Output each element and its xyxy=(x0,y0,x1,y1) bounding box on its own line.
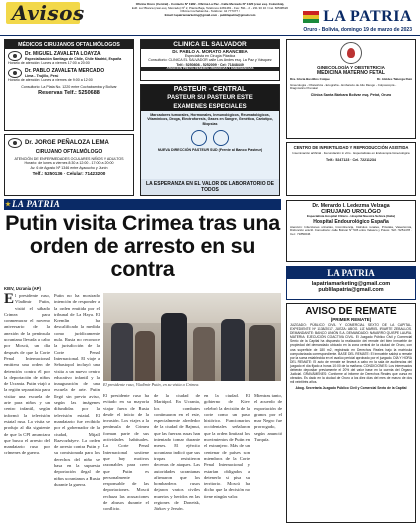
article-column xyxy=(54,293,100,523)
section-divider-bar xyxy=(4,199,281,210)
maternity-logo-icon xyxy=(340,42,362,64)
ad-clinica-el-salvador xyxy=(140,39,280,81)
star-icon xyxy=(5,201,11,207)
ad-address: Clínica Santa Bárbara Bolívar esq. Petot, Oruro xyxy=(310,92,392,97)
section-title: Avisos xyxy=(12,1,85,25)
ad-penaloza-oftalmologo xyxy=(4,134,134,196)
article-text: de la ciudad de Mariúpol. En Ucrania, los combates continuaron en el este, especialmente alrededor de la ciudad de Bajmut, que las fuerzas rusas han intentado tomar durante meses. El ejército ucraniano indicó que sus tropas resistieron decenas de ataques. Las autoridades ucranianas afirmaron que los bombardeos rusos dejaron varios civiles muertos y heridos en las regiones de Donetsk, Járkov y Jersón. xyxy=(154,393,200,512)
article-column xyxy=(4,293,50,523)
ad-phone: Telf.: 5247123 · Cel. 72211234 xyxy=(326,157,376,162)
doctor-name: Dra. Gloria Bustillos Colque xyxy=(290,77,330,81)
ad-banner: LA ESPERANZA EN EL VALOR DE LABORATORIO DE TODOS xyxy=(141,179,279,195)
lab-logo-icon xyxy=(191,130,207,146)
doctor-name: Dr. JORGE PEÑALOZA LEMA xyxy=(25,140,109,146)
brand-name: LA PATRIA xyxy=(12,199,61,209)
remate-text: JUZGADO: PÚBLICO CIVIL Y COMERCIAL SEXTO DE LA CAPITAL. EXPEDIENTE Nº 1138/2017. JUEZA: ABOG. LIZ MARIEL IRIARTE ZEBALLOS. DEMANDANTE: BANCO UNIÓN S.A. DEMANDADO: NAVARRO QUISPE LAURA. MATERIA: EJECUCIÓN COACTIVA CIVIL. El Juzgado Público Civil y Comercial Sexto de la Capital ha dispuesto la realización del remate del bien inmueble de propiedad del demandado ubicado en la zona central de la ciudad de Oruro, con una superficie de 180 m2, registrado en Derechos Reales bajo la matrícula computarizada correspondiente. BASE DEL REMATE: El inmueble saldrá a remate por la suma establecida en el avalúo pericial aprobado por el juzgado. DÍA Y HORA DEL REMATE: El acto de remate se llevará a cabo en la sala de audiencias del juzgado el día fijado a horas 10:00 de la mañana. CONDICIONES: Los interesados deberán depositar previamente el 20% del valor base en la cuenta del Órgano Judicial. GRAVÁMENES: Conforme al informe de Derechos Reales que cursa en obrados. Es dado en la ciudad de Oruro a los diez días del mes de marzo de dos mil veintitrés años. xyxy=(290,323,412,385)
ad-lines: Inseminación artificial · Fecundación in vitro · Especialistas en Endoscopia Ginecológica xyxy=(292,151,410,155)
photo-figure xyxy=(111,323,133,381)
brand-name: LA PATRIA xyxy=(287,267,415,279)
contact-line: Edif. Luz Blanca (casi esq. Mercado) Nº 2, Planta Baja, Teléfonos 2281481 - Fax: 591 - 2 - 231 30 16 / Cel. 60508620 xyxy=(131,5,289,10)
ad-note: ATENCIÓN PREVIA RESERVA URGENCIAS Y EMERGENCIAS xyxy=(141,67,279,71)
ad-medicina-materno-fetal xyxy=(286,39,416,139)
page-header xyxy=(0,0,420,36)
aviso-de-remate xyxy=(286,303,416,523)
doctor-name: Dr. Alcides Taborga Ruiz xyxy=(376,77,412,81)
ad-hours: Horario: de lunes a viernes 8:30 a 12:00 - 17:00 a 20:00 xyxy=(24,161,114,166)
drop-cap: E xyxy=(4,293,15,307)
header-contact-info xyxy=(95,3,325,17)
doctor-hospital: Especialista Hospital Clínico - Hospital Nuestra Señora (Italia) xyxy=(306,214,396,218)
doctor-spec: CIRUJANO OFTALMÓLOGO xyxy=(35,149,103,155)
ad-slogan: PASTEUR SU PASTEUR ESTE xyxy=(141,94,279,103)
contact-email: lapatriamarketing@gmail.com xyxy=(311,281,391,287)
brand-name: LA PATRIA xyxy=(323,8,412,25)
brand-masthead xyxy=(303,8,412,26)
doctor-spec: Especialización Santiago de Chile, Chile Madrid, España xyxy=(25,57,122,61)
avisos-section-logo xyxy=(6,1,85,25)
ad-detail: Ginecología - Obstetricia - Ecografía - Embarazo de Alto Riesgo - Colposcopía - Diagnóstico Prenatal xyxy=(290,82,397,91)
photo-figure xyxy=(221,319,245,381)
article-column xyxy=(204,393,250,523)
article-byline: KIEV, Ucrania (AP) xyxy=(4,286,41,291)
ad-title: GINECOLOGÍA Y OBSTETRICIA xyxy=(317,65,385,70)
ad-exam-list: Marcadores tumorales, Hormonales, Inmunológicos, Reumatológicos, Vitamínicos, Droga, Electroforesis, Gases en Sangre, Genética, Cariotipo, Biopsias xyxy=(147,113,273,126)
ad-phone: Telf.: 5250136 · Celular: 71423200 xyxy=(32,171,106,177)
ad-exams-title: EXAMENES ESPECIALES xyxy=(141,103,279,112)
article-photo xyxy=(103,293,281,381)
doctor-hours: Horario de atención: Lunes a viernes 17:00 a 20:00 xyxy=(8,61,90,66)
contact-line: Oficina Oruro (Central) - Contacto Nº 1982 - Oficina La Paz - Calle Mercado Nº 1420 (casi esq. Colombia), xyxy=(135,2,285,6)
doctor-spec: Lima - Trujillo, Perú xyxy=(25,73,59,78)
photo-caption: El presidente ruso, Vladímir Putin, en su visita a Crimea. xyxy=(103,382,200,387)
eye-icon xyxy=(8,138,22,148)
ad-pasteur-laboratorio xyxy=(140,84,280,196)
ad-address: Av. 6 de Agosto Nº 1346 entre Ayacucho y Junín xyxy=(30,165,108,170)
remate-subtitle: (PRIMER REMATE) xyxy=(330,317,372,322)
ad-brand: PASTEUR - CENTRAL xyxy=(141,85,279,94)
doctor-spec: CIRUJANO UROLÓGO xyxy=(321,209,381,215)
photo-figure xyxy=(161,313,187,381)
article-text: en la ciudad. El gobierno de Kiev celebró la decisión de la corte como un paso histórico. Funcionarios occidentales señalaron que la orden limitará los movimientos de Putin en el extranjero. Más de un centenar de países son miembros de la Corte Penal Internacional y estarían obligados a detenerlo si pisa su territorio. Moscú ha dicho que la decisión no tiene ningún valor. xyxy=(204,393,250,499)
ad-title: CENTRO DE INFERTILIDAD Y REPRODUCCIÓN ASISTIDA xyxy=(293,145,409,150)
article-text: Putin no ha mostrado intención de responder a la orden emitida por el tribunal de La Haya. El Kremlin ha descalificado la medida como jurídicamente nula. Rusia no reconoce la jurisdicción de la Corte Penal Internacional. El viaje a Sebastopol incluyó una visita a un nuevo centro educativo infantil y la inauguración de una escuela de arte. Putin llegó sin previo aviso, según las imágenes difundidas por la televisión estatal. El mandatario fue recibido por el gobernador de la ciudad, Mijaíl Razvozháyev. La orden de arresto contra Putin y su comisionada para los derechos del niño se basa en la supuesta deportación ilegal de niños ucranianos a Rusia durante la guerra. xyxy=(54,293,100,487)
contact-line: Oficina Cochabamba - Teléfono: 44 777377 / xyxy=(180,9,240,14)
article-text: l presidente ruso, Vladímir Putin, visitó el sábado Crimea para conmemorar el noveno aniversario de la anexión de la península ucraniana llevada a cabo por Moscú, un día después de que la Corte Penal Internacional emitiera una orden de detención contra él por la deportación de niños de Ucrania. Putin viajó a la región separatista para visitar una escuela de arte para niños y un centro infantil, según informó la televisión estatal rusa. La visita se produjo al día siguiente de que la CPI anunciara que busca el arresto del mandatario ruso por crímenes de guerra. xyxy=(4,293,50,456)
photo-figure xyxy=(135,331,155,381)
ad-la-patria-contact xyxy=(286,266,416,300)
doctor-name: Dr. PABLO A. MORATO ARANCIBIA xyxy=(172,49,248,54)
eye-icon xyxy=(8,51,22,61)
consultorio-address: Consultorio: La Plata No. 1220 entre Cochabamba y Bolívar xyxy=(21,84,117,89)
ad-centro-infertilidad xyxy=(286,142,416,196)
ad-address: Consultorio: CLINICA EL SALVADOR calle Los Andes esq. La Paz y Vásquez xyxy=(148,58,272,63)
doctor-name: Dr. PABLO ZAVALETA MERCADO xyxy=(25,67,105,74)
article-text: El presidente ruso ha evitado en su mayoría viajar fuera de Rusia desde el inicio de la invasión. Los viajes a la península de Crimea forman parte de sus actividades habituales. La Corte Penal Internacional sostiene que hay motivos razonables para creer que Putin es personalmente responsable de las deportaciones. Moscú rechaza las acusaciones de abusos durante el conflicto. xyxy=(103,393,149,512)
article-column xyxy=(254,393,282,523)
article-headline: Putin visita Crimea tras una orden de arresto en su contra xyxy=(5,211,280,281)
remate-title: AVISO DE REMATE xyxy=(305,306,397,317)
edition-date: Oruro - Bolivia, domingo 19 de marzo de 2023 xyxy=(303,27,412,33)
ad-subtitle: MEDICINA MATERNO FETAL xyxy=(317,70,385,76)
reservation-phone: Reservas Telf.: 5250688 xyxy=(38,90,100,97)
ad-cirujano-urologo xyxy=(286,200,416,262)
ad-medicos-oftalmologos xyxy=(4,39,134,131)
doctor-spec: Especialista en Cirugía Plástica xyxy=(184,54,236,58)
photo-figure xyxy=(249,325,275,381)
lab-logo-icon xyxy=(213,130,229,146)
ad-phone: Telf.: 5250808 - 5252009 · Cel: 71848449 xyxy=(176,62,244,67)
contact-line: Email: lapatriamarketing@gmail.com - publilapatria@gmail.com xyxy=(164,12,256,17)
hospital-name: Hospital Endourológico España xyxy=(313,218,389,225)
photo-background xyxy=(103,293,281,323)
ad-title: CLINICA EL SALVADOR xyxy=(141,40,279,49)
remate-signature: Abog. Secretaria Juzgado Público Civil y Comercial Sexto de la Capital xyxy=(295,386,407,391)
eye-icon xyxy=(8,68,22,78)
article-text: Mientras tanto, el acuerdo de exportación de granos por el mar Negro fue prorrogado, según anunció Turquía. xyxy=(254,393,282,443)
ad-line: ATENCIÓN DE ENFERMEDADES OCULARES NIÑOS Y ADULTOS xyxy=(14,157,124,161)
contact-email: publilapatria@gmail.com xyxy=(318,287,384,293)
ad-address: NUEVA DIRECCIÓN PASTEUR SUD (Frente al Banco Pasteur) xyxy=(157,148,263,153)
doctor-name: Dr. MIGUEL ZAVALETA LOAYZA xyxy=(25,51,101,57)
doctor-hours: Horario de atención: Lunes a viernes de 9:00 a 12:00 xyxy=(8,78,93,83)
article-column xyxy=(103,393,149,523)
article-column xyxy=(154,393,200,523)
doctor-name: Dr. Merardo I. Ledezma Velzaga xyxy=(312,203,390,209)
ad-text: Atención: Infecciones urinarias, Incontinencia, Cálculos renales, Próstata, Vasectomía, Disfunción eréctil. Consultorio: calle Bolívar Nº 545 entre Velasco y Potosí. Telf.: 5251478 · Cel.: 71850046 xyxy=(290,224,412,236)
photo-figure xyxy=(193,327,215,381)
brand-flag-icon xyxy=(303,11,319,23)
ad-title: MÉDICOS CIRUJANOS OFTALMÓLOGOS xyxy=(5,40,133,49)
